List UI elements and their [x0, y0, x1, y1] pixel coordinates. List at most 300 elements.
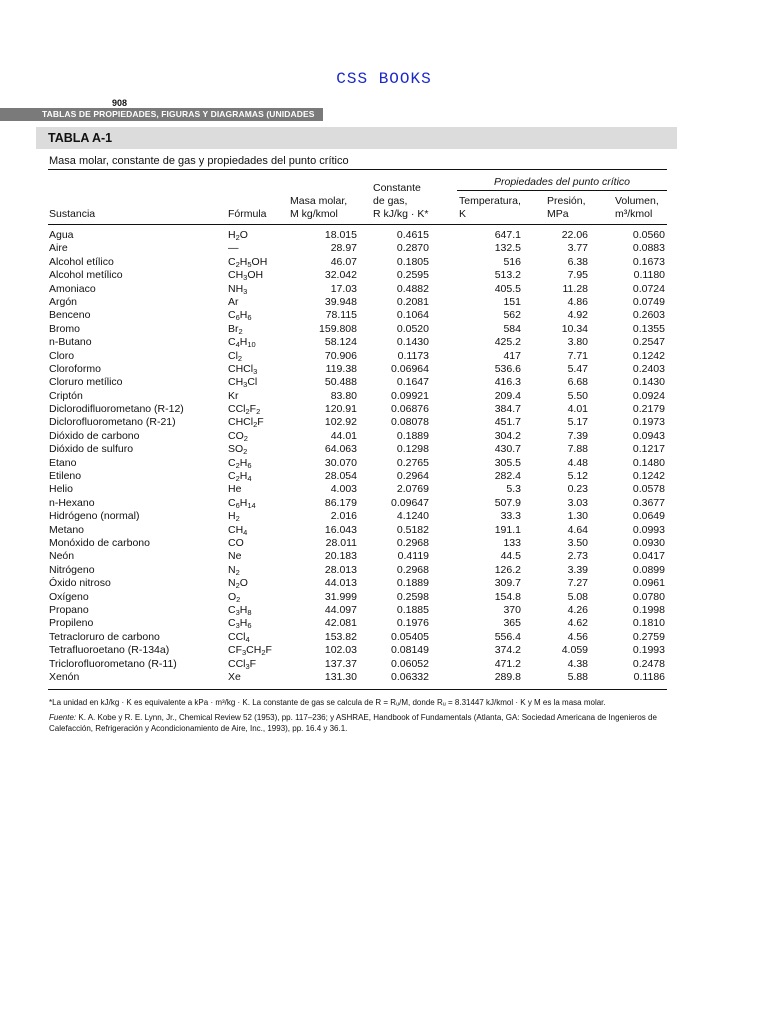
formula-subscript: 4 [235, 340, 240, 350]
table-notes [49, 697, 674, 738]
formula-part: CH [228, 269, 244, 282]
table-row [0, 390, 768, 403]
substance-cell: Diclorofluorometano (R-21) [49, 416, 176, 429]
formula-cell [228, 497, 256, 510]
critical-pressure-cell: 7.39 [567, 429, 588, 442]
formula-part: CCl [228, 630, 246, 643]
critical-temperature-cell: 405.5 [494, 282, 521, 295]
formula-cell [228, 604, 252, 617]
substance-cell: Tetrafluoroetano (R-134a) [49, 644, 170, 657]
substance-cell: Nitrógeno [49, 563, 95, 576]
critical-temperature-cell: 417 [503, 349, 521, 362]
table-row [0, 537, 768, 550]
table-row [0, 242, 768, 255]
substance-cell: Benceno [49, 309, 91, 322]
critical-pressure-cell: 4.56 [567, 630, 588, 643]
critical-pressure-cell: 7.27 [567, 577, 588, 590]
critical-temperature-cell: 282.4 [494, 470, 521, 483]
substance-cell: Xenón [49, 670, 80, 683]
formula-part: Ne [228, 550, 242, 563]
formula-subscript: 3 [235, 621, 240, 631]
header-gas-constant-line3: R kJ/kg · K* [373, 208, 429, 220]
critical-temperature-cell: 451.7 [494, 416, 521, 429]
gas-constant-cell: 0.1298 [396, 443, 429, 456]
gas-constant-cell: 0.2081 [396, 295, 429, 308]
gas-constant-cell: 0.1064 [396, 309, 429, 322]
molar-mass-cell: 18.015 [324, 229, 357, 241]
formula-subscript: 2 [235, 474, 240, 484]
formula-cell [228, 483, 241, 496]
table-row [0, 631, 768, 644]
critical-volume-cell: 0.0780 [632, 590, 665, 603]
bottom-rule [48, 689, 667, 690]
gas-constant-cell: 0.1430 [396, 336, 429, 349]
critical-pressure-cell: 3.80 [567, 336, 588, 349]
table-row [0, 376, 768, 389]
critical-pressure-cell: 10.34 [561, 322, 588, 335]
formula-subscript: 3 [245, 661, 250, 671]
gas-constant-cell: 0.09647 [391, 496, 429, 509]
formula-subscript: 3 [243, 273, 248, 283]
header-gas-constant-line2: de gas, [373, 195, 408, 207]
substance-cell: Propileno [49, 617, 94, 630]
formula-cell [228, 296, 239, 309]
formula-part: O [228, 590, 237, 603]
critical-temperature-cell: 370 [503, 603, 521, 616]
substance-cell: Oxígeno [49, 590, 89, 603]
formula-part: H [239, 456, 248, 469]
critical-temperature-cell: 584 [503, 322, 521, 335]
molar-mass-cell: 31.999 [324, 590, 357, 603]
formula-part: CH [228, 376, 244, 389]
formula-cell [228, 644, 272, 657]
gas-constant-cell: 0.2968 [396, 563, 429, 576]
gas-constant-cell: 0.06052 [391, 657, 429, 670]
formula-subscript: 2 [235, 581, 240, 591]
molar-mass-cell: 137.37 [324, 657, 357, 670]
critical-volume-cell: 0.0578 [632, 483, 665, 496]
critical-pressure-cell: 4.059 [561, 644, 588, 657]
molar-mass-cell: 42.081 [324, 617, 357, 630]
critical-volume-cell: 0.0560 [632, 229, 665, 241]
critical-pressure-cell: 4.86 [567, 295, 588, 308]
critical-volume-cell: 0.1186 [633, 670, 665, 683]
critical-volume-cell: 0.2179 [632, 403, 665, 416]
formula-cell [228, 323, 243, 336]
table-row [0, 229, 768, 242]
gas-constant-cell: 0.1889 [396, 577, 429, 590]
header-volume-line2: m³/kmol [615, 208, 653, 220]
formula-subscript: 2 [235, 460, 240, 470]
critical-temperature-cell: 374.2 [494, 644, 521, 657]
running-head: TABLAS DE PROPIEDADES, FIGURAS Y DIAGRAMAS (UNIDADES [0, 108, 323, 121]
critical-volume-cell: 0.1355 [632, 322, 665, 335]
formula-part: O [239, 229, 248, 241]
formula-part: F [249, 657, 257, 670]
critical-temperature-cell: 133 [503, 536, 521, 549]
substance-cell: Óxido nitroso [49, 577, 111, 590]
critical-pressure-cell: 4.01 [567, 403, 588, 416]
formula-cell [228, 617, 252, 630]
formula-subscript: 6 [235, 500, 240, 510]
molar-mass-cell: 28.97 [330, 242, 357, 255]
formula-cell [228, 350, 242, 363]
molar-mass-cell: 44.097 [324, 603, 357, 616]
formula-cell [228, 591, 240, 604]
molar-mass-cell: 2.016 [330, 510, 357, 523]
critical-volume-cell: 0.2478 [632, 657, 665, 670]
critical-volume-cell: 0.1673 [632, 255, 665, 268]
table-row [0, 550, 768, 563]
critical-temperature-cell: 416.3 [494, 376, 521, 389]
formula-cell [228, 457, 252, 470]
header-formula: Fórmula [228, 208, 267, 220]
substance-cell: Etano [49, 456, 77, 469]
formula-cell [228, 564, 240, 577]
formula-part: F [257, 416, 264, 429]
table-row [0, 323, 768, 336]
table-row [0, 283, 768, 296]
critical-temperature-cell: 191.1 [494, 523, 521, 536]
table-caption: Masa molar, constante de gas y propiedades del punto crítico [49, 155, 349, 167]
gas-constant-cell: 0.06964 [391, 362, 429, 375]
critical-pressure-cell: 3.03 [567, 496, 588, 509]
formula-part: CH [228, 523, 244, 536]
table-row [0, 443, 768, 456]
critical-volume-cell: 0.2403 [632, 362, 665, 375]
formula-subscript: 6 [235, 313, 240, 323]
formula-subscript: 3 [242, 648, 247, 658]
critical-temperature-cell: 425.2 [494, 336, 521, 349]
gas-constant-cell: 0.4882 [396, 282, 429, 295]
formula-part: F [249, 403, 257, 416]
substance-cell: Hidrógeno (normal) [49, 510, 140, 523]
molar-mass-cell: 20.183 [324, 550, 357, 563]
top-rule [48, 169, 667, 170]
gas-constant-cell: 0.4119 [397, 550, 429, 563]
formula-part: CH [246, 644, 262, 657]
molar-mass-cell: 4.003 [330, 483, 357, 496]
formula-part: C [228, 456, 236, 469]
table-row [0, 577, 768, 590]
substance-cell: Helio [49, 483, 73, 496]
molar-mass-cell: 28.013 [324, 563, 357, 576]
molar-mass-cell: 44.01 [330, 429, 357, 442]
substance-cell: Triclorofluorometano (R-11) [49, 657, 177, 670]
header-temperature-line1: Temperatura, [459, 195, 521, 207]
table-row [0, 671, 768, 684]
critical-pressure-cell: 5.17 [567, 416, 588, 429]
gas-constant-cell: 0.2598 [396, 590, 429, 603]
formula-part: OH [251, 255, 268, 268]
formula-subscript: 6 [247, 313, 252, 323]
header-molar-mass-line1: Masa molar, [290, 195, 348, 207]
formula-part: CCl [228, 657, 246, 670]
table-row [0, 403, 768, 416]
gas-constant-cell: 0.1173 [397, 349, 429, 362]
molar-mass-cell: 32.042 [324, 269, 357, 282]
formula-part: Br [228, 322, 239, 335]
formula-subscript: 8 [247, 607, 252, 617]
formula-part: H [239, 336, 248, 349]
critical-pressure-cell: 4.92 [567, 309, 588, 322]
formula-subscript: 2 [235, 259, 240, 269]
critical-pressure-cell: 1.30 [567, 510, 588, 523]
substance-cell: n-Hexano [49, 496, 95, 509]
formula-part: C [228, 617, 236, 630]
molar-mass-cell: 44.013 [324, 577, 357, 590]
formula-subscript: 2 [243, 447, 248, 457]
formula-cell [228, 430, 248, 443]
critical-volume-cell: 0.0649 [632, 510, 665, 523]
gas-constant-cell: 0.2968 [396, 536, 429, 549]
molar-mass-cell: 64.063 [324, 443, 357, 456]
formula-part: CHCl [228, 362, 254, 375]
critical-temperature-cell: 647.1 [494, 229, 521, 241]
critical-volume-cell: 0.0883 [632, 242, 665, 255]
formula-cell [228, 363, 257, 376]
formula-cell [228, 256, 267, 269]
critical-temperature-cell: 471.2 [494, 657, 521, 670]
substance-cell: Amoniaco [49, 282, 96, 295]
formula-part: H [228, 510, 236, 523]
formula-cell [228, 269, 263, 282]
gas-constant-cell: 4.1240 [396, 510, 429, 523]
formula-subscript: 2 [261, 648, 266, 658]
table-row [0, 644, 768, 657]
critical-volume-cell: 0.0899 [632, 563, 665, 576]
page-number: 908 [112, 98, 128, 108]
molar-mass-cell: 30.070 [324, 456, 357, 469]
formula-part: NH [228, 282, 244, 295]
formula-part: C [228, 470, 236, 483]
critical-temperature-cell: 209.4 [494, 389, 521, 402]
formula-subscript: 10 [247, 340, 256, 350]
critical-volume-cell: 0.1998 [632, 603, 665, 616]
formula-cell [228, 510, 240, 523]
formula-cell [228, 671, 241, 684]
formula-part: H [239, 309, 248, 322]
molar-mass-cell: 120.91 [324, 403, 357, 416]
table-row [0, 363, 768, 376]
critical-pressure-cell: 0.23 [567, 483, 588, 496]
formula-part: Ar [228, 295, 239, 308]
formula-part: CO [228, 429, 244, 442]
formula-subscript: 14 [247, 500, 256, 510]
header-pressure [547, 195, 586, 221]
molar-mass-cell: 78.115 [325, 309, 357, 322]
critical-volume-cell: 0.0724 [632, 282, 665, 295]
table-row [0, 658, 768, 671]
critical-temperature-cell: 44.5 [500, 550, 521, 563]
critical-volume-cell: 0.2547 [632, 336, 665, 349]
molar-mass-cell: 28.054 [324, 470, 357, 483]
critical-temperature-cell: 305.5 [494, 456, 521, 469]
molar-mass-cell: 17.03 [330, 282, 357, 295]
table-body [0, 229, 768, 684]
substance-cell: Alcohol metílico [49, 269, 123, 282]
critical-temperature-cell: 384.7 [494, 403, 521, 416]
table-row [0, 457, 768, 470]
formula-cell [228, 470, 252, 483]
critical-temperature-cell: 309.7 [494, 577, 521, 590]
formula-subscript: 2 [236, 594, 241, 604]
substance-cell: Agua [49, 229, 74, 241]
critical-temperature-cell: 126.2 [494, 563, 521, 576]
watermark-text: CSS BOOKS [336, 70, 432, 88]
gas-constant-cell: 0.4615 [396, 229, 429, 241]
formula-subscript: 4 [245, 634, 250, 644]
critical-temperature-cell: 562 [503, 309, 521, 322]
formula-part: C [228, 255, 236, 268]
formula-subscript: 6 [247, 460, 252, 470]
formula-subscript: 2 [256, 407, 261, 417]
formula-part: Xe [228, 670, 241, 683]
footnote: *La unidad en kJ/kg · K es equivalente a kPa · m³/kg · K. La constante de gas se calcula de R = Rᵤ/M, donde Rᵤ = 8.31447 kJ/kmol · K y M es la masa molar. [49, 698, 606, 707]
formula-cell [228, 550, 241, 563]
gas-constant-cell: 0.06332 [391, 670, 429, 683]
formula-subscript: 4 [243, 527, 248, 537]
critical-pressure-cell: 4.26 [567, 603, 588, 616]
formula-subscript: 3 [253, 366, 258, 376]
critical-pressure-cell: 2.73 [567, 550, 588, 563]
formula-part: CO [228, 536, 244, 549]
substance-cell: n-Butano [49, 336, 92, 349]
critical-pressure-cell: 7.88 [567, 443, 588, 456]
table-row [0, 497, 768, 510]
critical-pressure-cell: 3.50 [567, 536, 588, 549]
substance-cell: Bromo [49, 322, 80, 335]
critical-pressure-cell: 7.71 [567, 349, 588, 362]
formula-cell [228, 283, 247, 296]
table-row [0, 309, 768, 322]
critical-pressure-cell: 5.47 [567, 362, 588, 375]
critical-group-title: Propiedades del punto crítico [493, 176, 630, 188]
header-molar-mass-line2: M kg/kmol [290, 208, 338, 220]
critical-temperature-cell: 513.2 [494, 269, 521, 282]
critical-pressure-cell: 5.88 [567, 670, 588, 683]
gas-constant-cell: 0.06876 [391, 403, 429, 416]
substance-cell: Monóxido de carbono [49, 536, 150, 549]
gas-constant-cell: 0.0520 [396, 322, 429, 335]
formula-part: O [239, 577, 248, 590]
formula-part: N [228, 577, 236, 590]
gas-constant-cell: 0.2870 [396, 242, 429, 255]
gas-constant-cell: 0.1647 [396, 376, 429, 389]
header-temperature [459, 195, 521, 221]
formula-cell [228, 524, 247, 537]
formula-part: Cl [228, 349, 238, 362]
table-row [0, 564, 768, 577]
critical-temperature-cell: 132.5 [494, 242, 521, 255]
substance-cell: Propano [49, 603, 89, 616]
substance-cell: Cloruro metílico [49, 376, 123, 389]
critical-volume-cell: 0.1242 [632, 470, 665, 483]
critical-volume-cell: 0.1180 [633, 269, 665, 282]
formula-cell [228, 577, 248, 590]
formula-part: — [228, 242, 239, 255]
formula-part: C [228, 336, 236, 349]
formula-part: H [228, 229, 236, 241]
table-row [0, 416, 768, 429]
critical-temperature-cell: 5.3 [506, 483, 521, 496]
substance-cell: Dióxido de carbono [49, 429, 140, 442]
critical-volume-cell: 0.0943 [632, 429, 665, 442]
critical-temperature-cell: 507.9 [494, 496, 521, 509]
critical-pressure-cell: 4.64 [567, 523, 588, 536]
gas-constant-cell: 0.08149 [391, 644, 429, 657]
critical-volume-cell: 0.0930 [632, 536, 665, 549]
formula-cell [228, 309, 252, 322]
formula-subscript: 2 [253, 420, 258, 430]
formula-subscript: 3 [243, 286, 248, 296]
header-volume-line1: Volumen, [615, 195, 659, 207]
critical-group-rule [457, 190, 667, 191]
formula-subscript: 2 [237, 353, 243, 363]
header-rule [48, 224, 667, 225]
header-pressure-line1: Presión, [547, 195, 586, 207]
formula-subscript: 5 [247, 259, 252, 269]
table-row [0, 483, 768, 496]
gas-constant-cell: 0.1976 [396, 617, 429, 630]
molar-mass-cell: 131.30 [324, 670, 357, 683]
table-row [0, 269, 768, 282]
formula-subscript: 2 [243, 433, 248, 443]
formula-part: CCl [228, 403, 246, 416]
gas-constant-cell: 0.08078 [391, 416, 429, 429]
formula-cell [228, 658, 256, 671]
formula-part: H [239, 470, 248, 483]
gas-constant-cell: 2.0769 [396, 483, 429, 496]
formula-subscript: 2 [235, 233, 240, 242]
formula-subscript: 2 [235, 567, 240, 577]
gas-constant-cell: 0.2964 [396, 470, 429, 483]
formula-part: OH [247, 269, 264, 282]
gas-constant-cell: 0.05405 [391, 630, 429, 643]
critical-temperature-cell: 304.2 [494, 429, 521, 442]
formula-part: SO [228, 443, 244, 456]
gas-constant-cell: 0.2595 [396, 269, 429, 282]
gas-constant-cell: 0.1889 [396, 429, 429, 442]
formula-subscript: 2 [238, 326, 243, 336]
critical-volume-cell: 0.0993 [632, 523, 665, 536]
formula-part: CF [228, 644, 242, 657]
molar-mass-cell: 58.124 [324, 336, 357, 349]
substance-cell: Etileno [49, 470, 82, 483]
critical-pressure-cell: 4.38 [567, 657, 588, 670]
formula-part: C [228, 309, 236, 322]
formula-part: H [239, 617, 248, 630]
formula-subscript: 2 [235, 514, 240, 524]
molar-mass-cell: 70.906 [324, 349, 357, 362]
table-row [0, 591, 768, 604]
molar-mass-cell: 83.80 [330, 389, 357, 402]
molar-mass-cell: 102.92 [324, 416, 357, 429]
critical-volume-cell: 0.1973 [632, 416, 665, 429]
formula-part: H [239, 255, 248, 268]
substance-cell: Cloro [49, 349, 75, 362]
critical-temperature-cell: 556.4 [494, 630, 521, 643]
critical-volume-cell: 0.2603 [632, 309, 665, 322]
table-row [0, 430, 768, 443]
header-substance: Sustancia [49, 208, 96, 220]
critical-pressure-cell: 4.48 [567, 456, 588, 469]
formula-part: H [239, 603, 248, 616]
critical-volume-cell: 0.0749 [632, 295, 665, 308]
critical-volume-cell: 0.1810 [632, 617, 665, 630]
table-label-band [36, 127, 677, 149]
header-molar-mass [290, 195, 347, 221]
